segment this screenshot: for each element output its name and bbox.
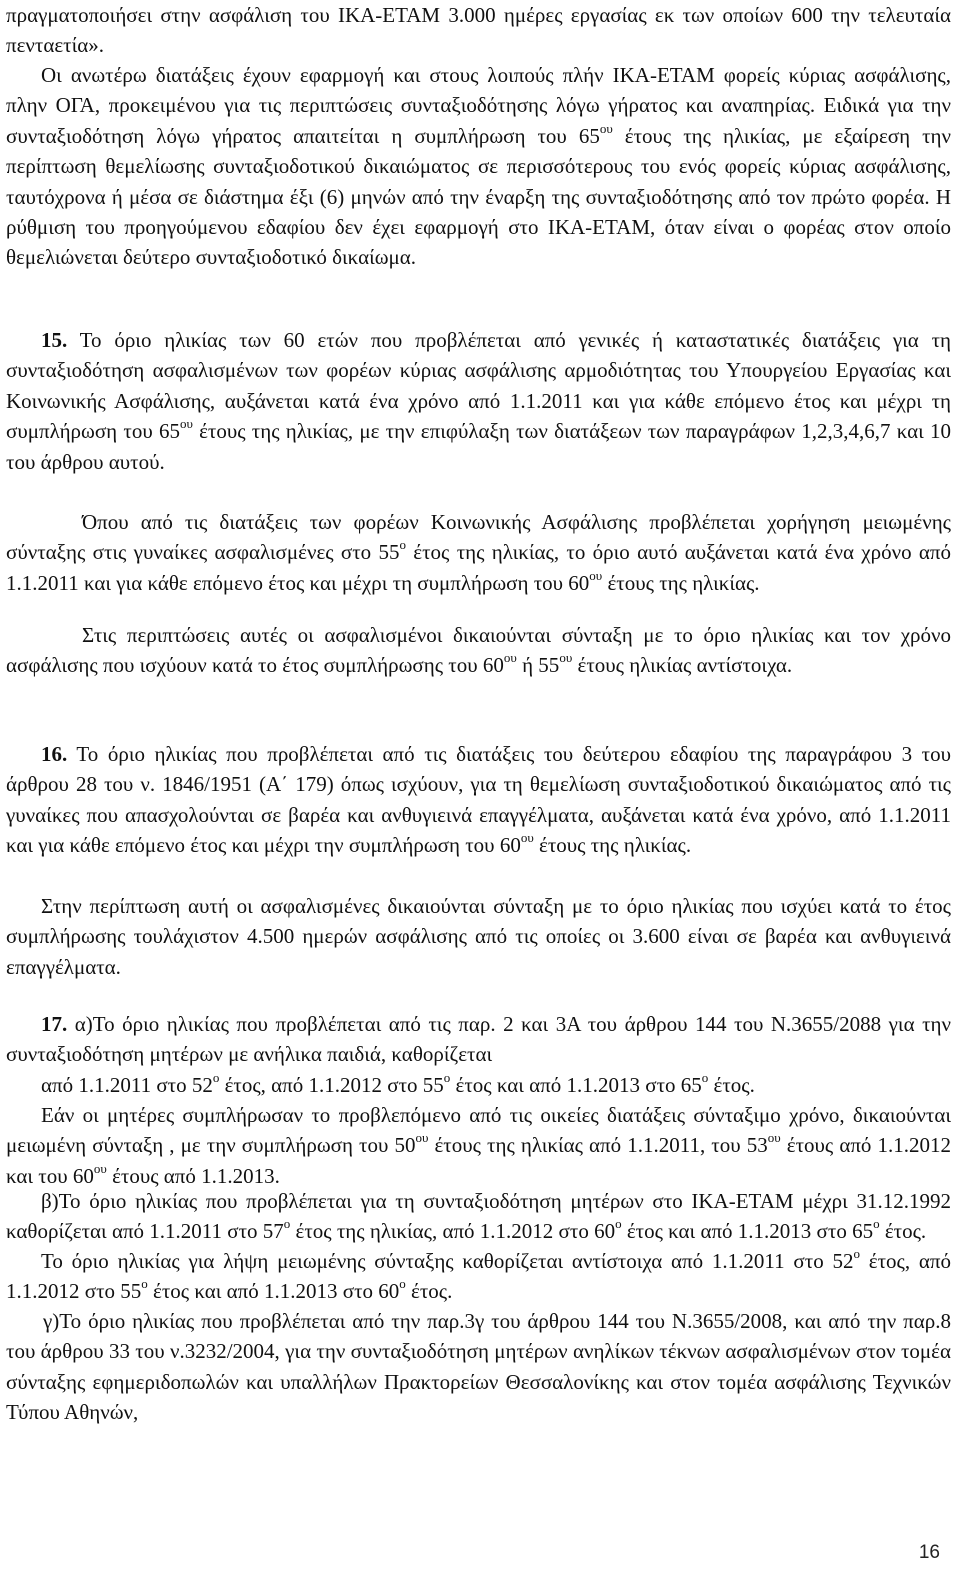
superscript: ου — [503, 650, 517, 666]
section-16-case-paragraph — [6, 891, 951, 982]
text-run: έτους της ηλικίας, με εξαίρεση την περίπτωση θεμελίωσης συνταξιοδοτικού δικαιώματος σε περισσότερους του ενός φορείς κύριας ασφάλισης, ταυτόχρονα ή μέσα σε διάστημα έξι (6) μηνών από την έναρξη της συνταξιοδότησης από τον πρώτο φορέα. Η ρύθμιση του προηγούμενου εδαφίου δεν έχει εφαρμογή στο ΙΚΑ-ΕΤΑΜ, όταν είναι ο φορέας στον οποίο θεμελιώνεται δεύτερο συνταξιοδοτικό δικαίωμα. — [6, 123, 951, 270]
superscript: ο — [853, 1246, 860, 1261]
section-17-mothers-paragraph — [6, 1100, 951, 1191]
text-run: Το όριο ηλικίας των 60 ετών που προβλέπεται από γενικές ή καταστατικές διατάξεις για τη συνταξιοδότηση ασφαλισμένων των φορέων κύριας ασφάλισης αρμοδιότητας του Υπουργείου Εργασίας και Κοινωνικής Ασφάλισης, αυξάνεται κατά ένα χρόνο από 1.1.2011 και για κάθε επόμενο έτος και μέχρι τη συμπλήρωση του 65 — [6, 328, 951, 444]
text-run: έτους της ηλικίας, με την επιφύλαξη των διατάξεων των παραγράφων 1,2,3,4,6,7 και 10 του άρθρου αυτού. — [6, 419, 952, 474]
text-run: ή 55 — [516, 653, 560, 678]
superscript: ο — [283, 1216, 291, 1232]
text-run: Στην περίπτωση αυτή οι ασφαλισμένες δικαιούνται σύνταξη με το όριο ηλικίας που ισχύει κατά το έτος συμπλήρωσης τουλάχιστον 4.500 ημερών ασφάλισης από τις οποίες οι 3.600 είναι σε βαρέα και ανθυγιεινά επαγγέλματα. — [6, 894, 951, 979]
text-run: έτος. — [405, 1279, 453, 1304]
text-run: Το όριο ηλικίας που προβλέπεται από τις διατάξεις του δεύτερου εδαφίου της παραγράφου 3 του άρθρου 28 του ν. 1846/1951 (Α΄ 179) όπως ισχύουν, για τη θεμελίωση συνταξιοδοτικού δικαιώματος από τις γυναίκες που απασχολούνται σε βαρέα και ανθυγιεινά επαγγέλματα, αυξάνεται κατά ένα χρόνο, από 1.1.2011 και για κάθε επόμενο έτος και μέχρι την συμπλήρωση του 60 — [6, 742, 951, 858]
text-run: Οι ανωτέρω διατάξεις έχουν εφαρμογή και στους λοιπούς πλήν ΙΚΑ-ΕΤΑΜ φορείς κύριας ασφάλισης, πλην ΟΓΑ, προκειμένου για τις περιπτώσεις συνταξιοδότησης λόγω γήρατος και αναπηρίας. Ειδικά για την συνταξιοδότηση λόγω γήρατος απαιτείται η συμπλήρωση του 65 — [6, 63, 951, 148]
section-17-a-paragraph — [6, 1009, 951, 1070]
section-number: 17. — [41, 1012, 68, 1036]
paragraph-continuation — [6, 0, 951, 61]
text-run: Στις περιπτώσεις αυτές οι ασφαλισμένοι δικαιούνται σύνταξη με το όριο ηλικίας και τον χρόνο ασφάλισης που ισχύουν κατά το έτος συμπλήρωσης του 60 — [6, 623, 951, 678]
section-17-reduced-paragraph — [6, 1246, 951, 1307]
section-15-paragraph — [6, 325, 951, 477]
section-17-c-paragraph — [6, 1306, 951, 1428]
text-run: πραγματοποιήσει στην ασφάλιση του ΙΚΑ-ΕΤΑΜ 3.000 ημέρες εργασίας εκ των οποίων 600 την τελευταία πενταετία». — [6, 3, 951, 58]
superscript: ου — [599, 120, 613, 136]
text-run: έτος. — [879, 1219, 927, 1244]
superscript: ου — [179, 416, 193, 432]
text-run: έτος, από 1.1.2012 στο 55 — [219, 1073, 444, 1097]
superscript: ο — [615, 1216, 622, 1232]
superscript: ο — [399, 1276, 406, 1292]
text-run: έτος και από 1.1.2013 στο 65 — [621, 1219, 874, 1244]
superscript: ου — [559, 650, 573, 666]
text-run: Εάν οι μητέρες συμπλήρωσαν το προβλεπόμενο από τις οικείες διατάξεις σύνταξιμο χρόνο, δικαιούνται μειωμένη σύνταξη , με την συμπλήρωση του 50 — [6, 1103, 951, 1158]
text-run: έτους της ηλικίας από 1.1.2011, του 53 — [428, 1133, 768, 1158]
section-15-cases-paragraph — [6, 620, 951, 681]
text-run: έτους ηλικίας αντίστοιχα. — [572, 653, 793, 678]
text-run: έτους της ηλικίας. — [602, 570, 760, 595]
superscript: ου — [767, 1130, 781, 1146]
superscript: ο — [212, 1070, 220, 1085]
section-number: 16. — [41, 742, 68, 766]
section-number: 15. — [41, 328, 68, 352]
text-run: έτος. — [708, 1073, 755, 1097]
text-run: έτος και από 1.1.2013 στο 60 — [147, 1279, 400, 1304]
superscript: ο — [399, 537, 406, 553]
text-run: έτους από 1.1.2012 και του 60 — [6, 1133, 952, 1188]
text-run: Όπου από τις διατάξεις των φορέων Κοινωνικής Ασφάλισης προβλέπεται χορήγηση μειωμένης σύνταξης στις γυναίκες ασφαλισμένες στο 55 — [6, 510, 951, 565]
text-run: έτος και από 1.1.2013 στο 65 — [450, 1073, 702, 1097]
text-run: έτος, από 1.1.2012 στο 55 — [6, 1249, 951, 1304]
superscript: ο — [701, 1070, 709, 1085]
text-run: β)Το όριο ηλικίας που προβλέπεται για τη συνταξιοδότηση μητέρων στο ΙΚΑ-ΕΤΑΜ μέχρι 31.12.1992 καθορίζεται από 1.1.2011 στο 57 — [6, 1189, 951, 1244]
superscript: ου — [93, 1160, 107, 1176]
section-17-a-dates — [6, 1070, 951, 1100]
section-15-women-paragraph — [6, 507, 951, 598]
text-run: γ)Το όριο ηλικίας που προβλέπεται από την παρ.3γ του άρθρου 144 του Ν.3655/2008, και από την παρ.8 του άρθρου 33 του ν.3232/2004, για την συνταξιοδότηση μητέρων ανηλίκων τέκνων ασφαλισμένων στον τομέα σύνταξης εφημεριδοπωλών και υπαλλήλων Πρακτορείων Θεσσαλονίκης και στον τομέα ασφάλισης Τεχνικών Τύπου Αθηνών, — [6, 1309, 951, 1425]
text-run: έτους της ηλικίας. — [533, 833, 692, 858]
text-run: έτους από 1.1.2013. — [106, 1163, 280, 1188]
text-run: έτος της ηλικίας, από 1.1.2012 στο 60 — [290, 1219, 616, 1244]
paragraph-provisions — [6, 60, 951, 273]
text-run: έτος της ηλικίας, το όριο αυτό αυξάνεται κατά ένα χρόνο από 1.1.2011 και για κάθε επόμενο έτος και μέχρι τη συμπλήρωση του 60 — [6, 540, 951, 595]
superscript: ου — [520, 830, 534, 846]
text-run: από 1.1.2011 στο 52 — [41, 1073, 213, 1097]
text-run: α)Το όριο ηλικίας που προβλέπεται από τις παρ. 2 και 3Α του άρθρου 144 του Ν.3655/2088 για την συνταξιοδότηση μητέρων με ανήλικα παιδιά, καθορίζεται — [6, 1012, 951, 1067]
superscript: ο — [443, 1070, 451, 1085]
superscript: ο — [141, 1276, 148, 1292]
superscript: ου — [589, 567, 603, 583]
superscript: ου — [415, 1130, 429, 1146]
page-number: 16 — [918, 1542, 940, 1563]
section-16-paragraph — [6, 739, 951, 861]
superscript: ο — [873, 1216, 880, 1232]
text-run: Το όριο ηλικίας για λήψη μειωμένης σύνταξης καθορίζεται αντίστοιχα από 1.1.2011 στο 52 — [41, 1249, 854, 1273]
section-17-b-paragraph — [6, 1186, 951, 1247]
